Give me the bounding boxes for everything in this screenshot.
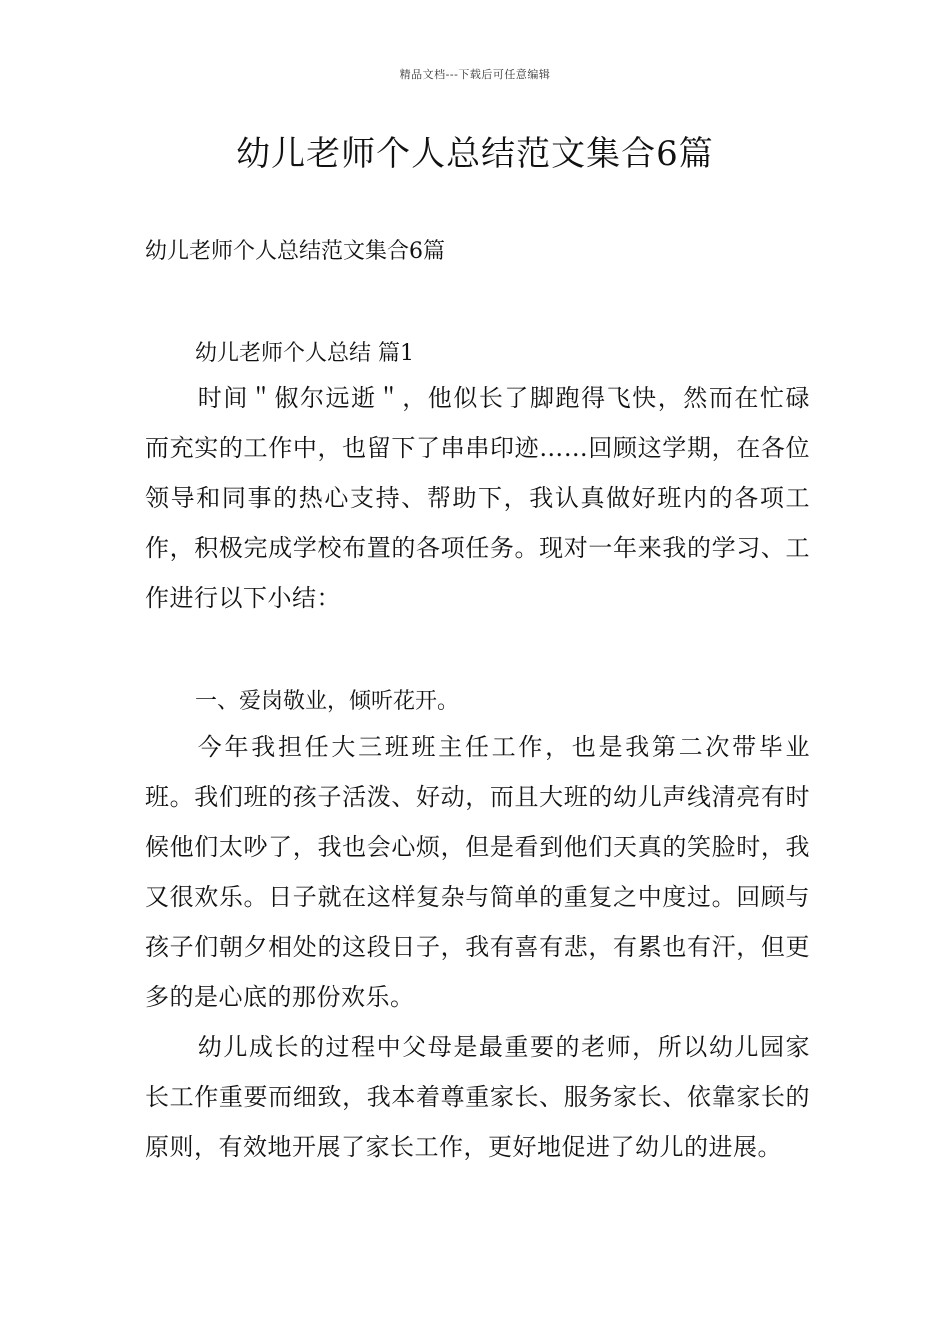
paragraph-2: 今年我担任大三班班主任工作，也是我第二次带毕业班。我们班的孩子活泼、好动，而且大班的幼儿声线清亮有时候他们太吵了，我也会心烦，但是看到他们天真的笑脸时，我又很欢乐。日子就在这样复杂与简单的重复之中度过。回顾与孩子们朝夕相处的这段日子，我有喜有悲，有累也有汗，但更多的是心底的那份欢乐。 bbox=[145, 733, 810, 1011]
header-note: 精品文档---下载后可任意编辑 bbox=[399, 68, 551, 81]
paragraph-1: 时间＂俶尔远逝＂，他似长了脚跑得飞快，然而在忙碌而充实的工作中，也留下了串串印迹……回顾这学期，在各位领导和同事的热心支持、帮助下，我认真做好班内的各项工作，积极完成学校布置的各项任务。现对一年来我的学习、工作进行以下小结： bbox=[145, 384, 810, 612]
paragraph-3: 幼儿成长的过程中父母是最重要的老师，所以幼儿园家长工作重要而细致，我本着尊重家长、服务家长、依靠家长的原则，有效地开展了家长工作，更好地促进了幼儿的进展。 bbox=[145, 1033, 810, 1161]
subheading-1: 一、爱岗敬业，倾听花开。 bbox=[195, 689, 460, 714]
document-subtitle: 幼儿老师个人总结范文集合6篇 bbox=[145, 239, 445, 264]
document-title: 幼儿老师个人总结范文集合6篇 bbox=[236, 134, 714, 174]
section-heading: 幼儿老师个人总结 篇1 bbox=[195, 341, 414, 366]
